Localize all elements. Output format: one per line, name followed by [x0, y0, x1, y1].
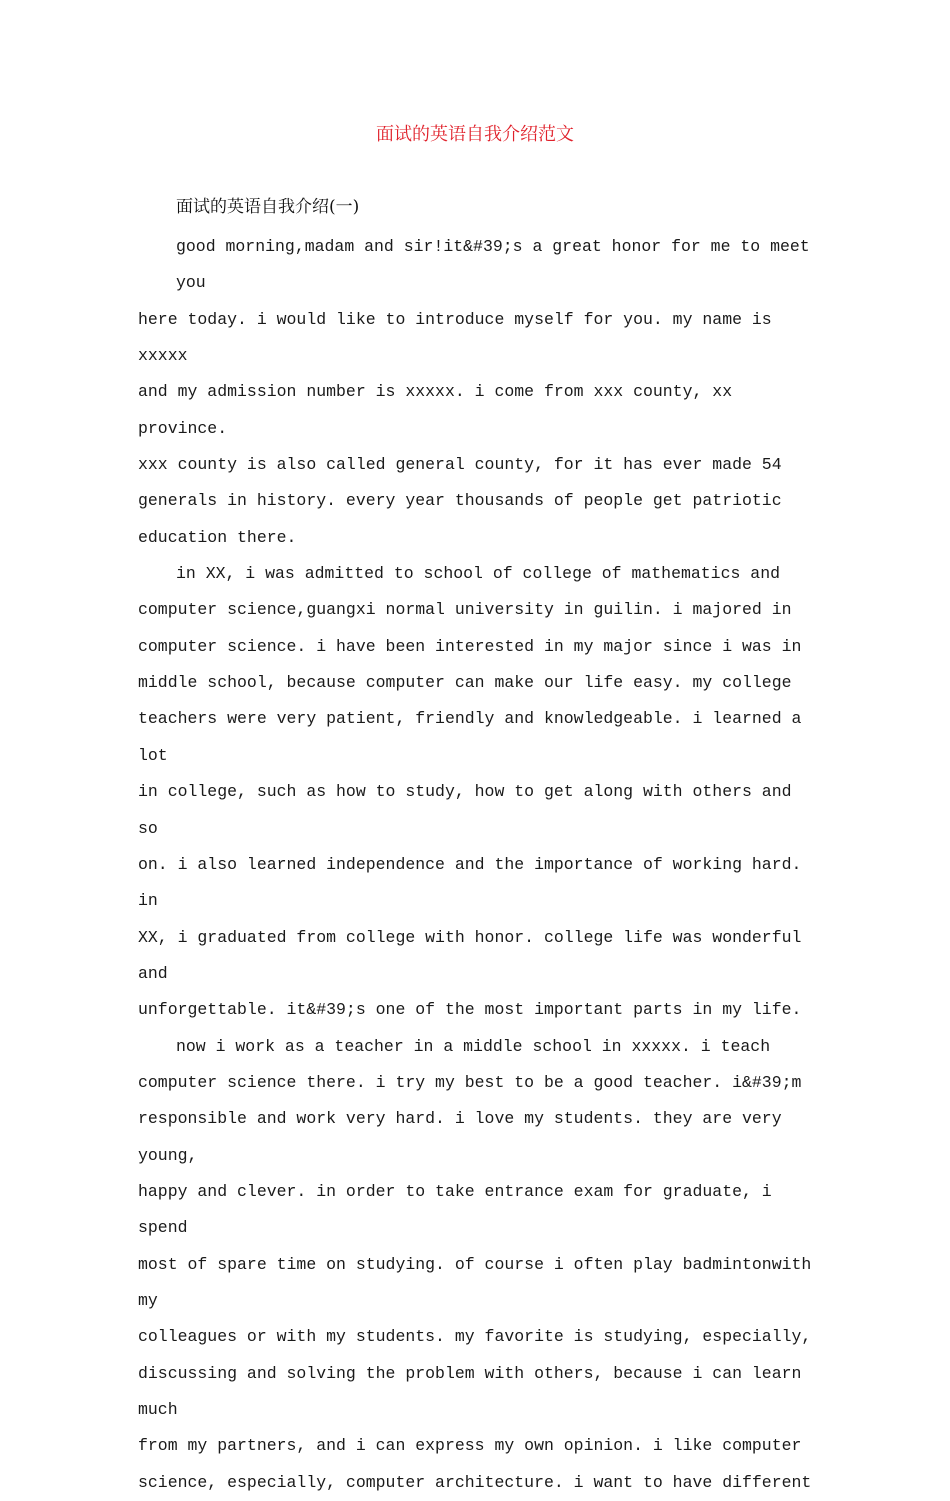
text-line: teachers were very patient, friendly and knowledgeable. i learned a lot	[138, 709, 802, 765]
text-line: discussing and solving the problem with others, because i can learn much	[138, 1363, 802, 1419]
text-line: now i work as a teacher in a middle school in xxxxx. i teach	[176, 1036, 771, 1056]
text-line: computer science there. i try my best to be a good teacher. i&#39;m	[138, 1072, 802, 1092]
text-line: computer science. i have been interested in my major since i was in	[138, 636, 802, 656]
text-line: most of spare time on studying. of course i often play badmintonwith my	[138, 1254, 812, 1310]
text-line: and my admission number is xxxxx. i come from xxx county, xx province.	[138, 382, 733, 438]
text-line: here today. i would like to introduce myself for you. my name is xxxxx	[138, 309, 772, 366]
text-line: responsible and work very hard. i love my students. they are very young,	[138, 1109, 782, 1165]
text-line: on. i also learned independence and the importance of working hard. in	[138, 854, 802, 911]
section-heading: 面试的英语自我介绍(一)	[176, 197, 360, 217]
text-line: in college, such as how to study, how to get along with others and so	[138, 782, 792, 838]
text-line: education there.	[138, 527, 297, 547]
document-title: 面试的英语自我介绍范文	[376, 124, 574, 145]
text-line: in XX, i was admitted to school of college of mathematics and	[176, 564, 780, 584]
text-line: good morning,madam and sir!it&#39;s a great honor for me to meet you	[176, 237, 810, 293]
text-line: middle school, because computer can make our life easy. my college	[138, 673, 792, 693]
text-line: from my partners, and i can express my own opinion. i like computer	[138, 1436, 802, 1456]
text-line: XX, i graduated from college with honor. college life was wonderful and	[138, 927, 802, 983]
text-line: generals in history. every year thousands of people get patriotic	[138, 491, 782, 511]
text-line: happy and clever. in order to take entrance exam for graduate, i spend	[138, 1181, 772, 1238]
paragraph	[138, 1029, 818, 1501]
text-line: xxx county is also called general county, for it has ever made 54	[138, 455, 782, 475]
text-line: unforgettable. it&#39;s one of the most important parts in my life.	[138, 1000, 802, 1020]
paragraph	[138, 556, 818, 1028]
text-line: computer science,guangxi normal university in guilin. i majored in	[138, 600, 792, 620]
text-line: colleagues or with my students. my favorite is studying, especially,	[138, 1327, 812, 1347]
paragraph	[138, 229, 818, 556]
text-line: science, especially, computer architecture. i want to have different	[138, 1472, 812, 1492]
document-body	[138, 229, 818, 1501]
